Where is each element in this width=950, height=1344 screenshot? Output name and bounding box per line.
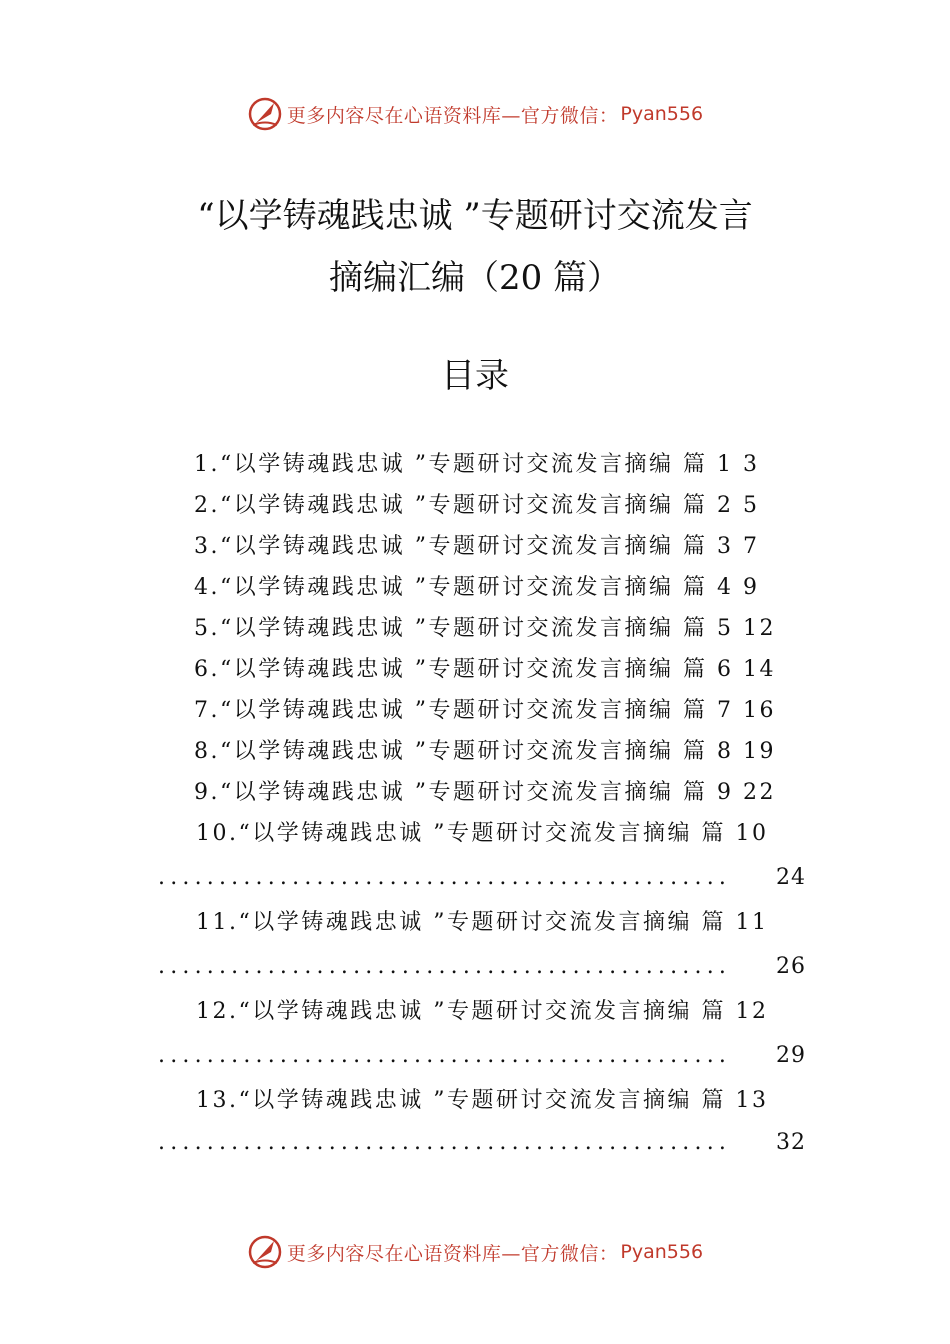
toc-entry-13[interactable]: 13.“以学铸魂践忠诚 ”专题研讨交流发言摘编 篇 13 — [196, 1088, 769, 1113]
banner-text: 更多内容尽在心语资料库—官方微信： — [286, 1242, 619, 1265]
banner-text: 更多内容尽在心语资料库—官方微信： — [286, 104, 619, 127]
header-banner — [0, 94, 950, 134]
toc-leader-12 — [158, 1041, 810, 1071]
quill-logo-icon — [247, 96, 283, 132]
toc-entry-5[interactable]: 5.“以学铸魂践忠诚 ”专题研讨交流发言摘编 篇 5 12 — [194, 616, 776, 641]
toc-entry-11[interactable]: 11.“以学铸魂践忠诚 ”专题研讨交流发言摘编 篇 11 — [196, 910, 769, 935]
banner-wechat-id: Pyan556 — [620, 103, 704, 125]
toc-entry-8[interactable]: 8.“以学铸魂践忠诚 ”专题研讨交流发言摘编 篇 8 19 — [194, 739, 776, 764]
toc-entry-6[interactable]: 6.“以学铸魂践忠诚 ”专题研讨交流发言摘编 篇 6 14 — [194, 657, 776, 682]
dot-leader: ............................................... — [158, 954, 732, 979]
toc-leader-11 — [158, 952, 810, 982]
toc-page-number: 24 — [776, 865, 806, 890]
toc-leader-10 — [158, 863, 810, 893]
quill-logo-icon — [247, 1234, 283, 1270]
dot-leader: ............................................... — [158, 865, 732, 890]
toc-entry-12[interactable]: 12.“以学铸魂践忠诚 ”专题研讨交流发言摘编 篇 12 — [196, 999, 769, 1024]
dot-leader: ............................................... — [158, 1130, 732, 1155]
toc-page-number: 32 — [776, 1130, 806, 1155]
toc-leader-13 — [158, 1128, 810, 1158]
toc-entry-2[interactable]: 2.“以学铸魂践忠诚 ”专题研讨交流发言摘编 篇 2 5 — [194, 493, 760, 518]
toc-page-number: 29 — [776, 1043, 806, 1068]
document-title-line1: “以学铸魂践忠诚 ”专题研讨交流发言 — [197, 196, 753, 236]
banner-wechat-id: Pyan556 — [620, 1241, 704, 1263]
toc-entry-3[interactable]: 3.“以学铸魂践忠诚 ”专题研讨交流发言摘编 篇 3 7 — [194, 534, 760, 559]
footer-banner — [0, 1232, 950, 1272]
toc-heading: 目录 — [441, 356, 509, 396]
toc-page-number: 26 — [776, 954, 806, 979]
toc-entry-4[interactable]: 4.“以学铸魂践忠诚 ”专题研讨交流发言摘编 篇 4 9 — [194, 575, 760, 600]
document-title-line2: 摘编汇编（20 篇） — [328, 258, 622, 298]
toc-entry-9[interactable]: 9.“以学铸魂践忠诚 ”专题研讨交流发言摘编 篇 9 22 — [194, 780, 776, 805]
toc-entry-7[interactable]: 7.“以学铸魂践忠诚 ”专题研讨交流发言摘编 篇 7 16 — [194, 698, 776, 723]
toc-entry-10[interactable]: 10.“以学铸魂践忠诚 ”专题研讨交流发言摘编 篇 10 — [196, 821, 769, 846]
toc-entry-1[interactable]: 1.“以学铸魂践忠诚 ”专题研讨交流发言摘编 篇 1 3 — [194, 452, 760, 477]
dot-leader: ............................................... — [158, 1043, 732, 1068]
